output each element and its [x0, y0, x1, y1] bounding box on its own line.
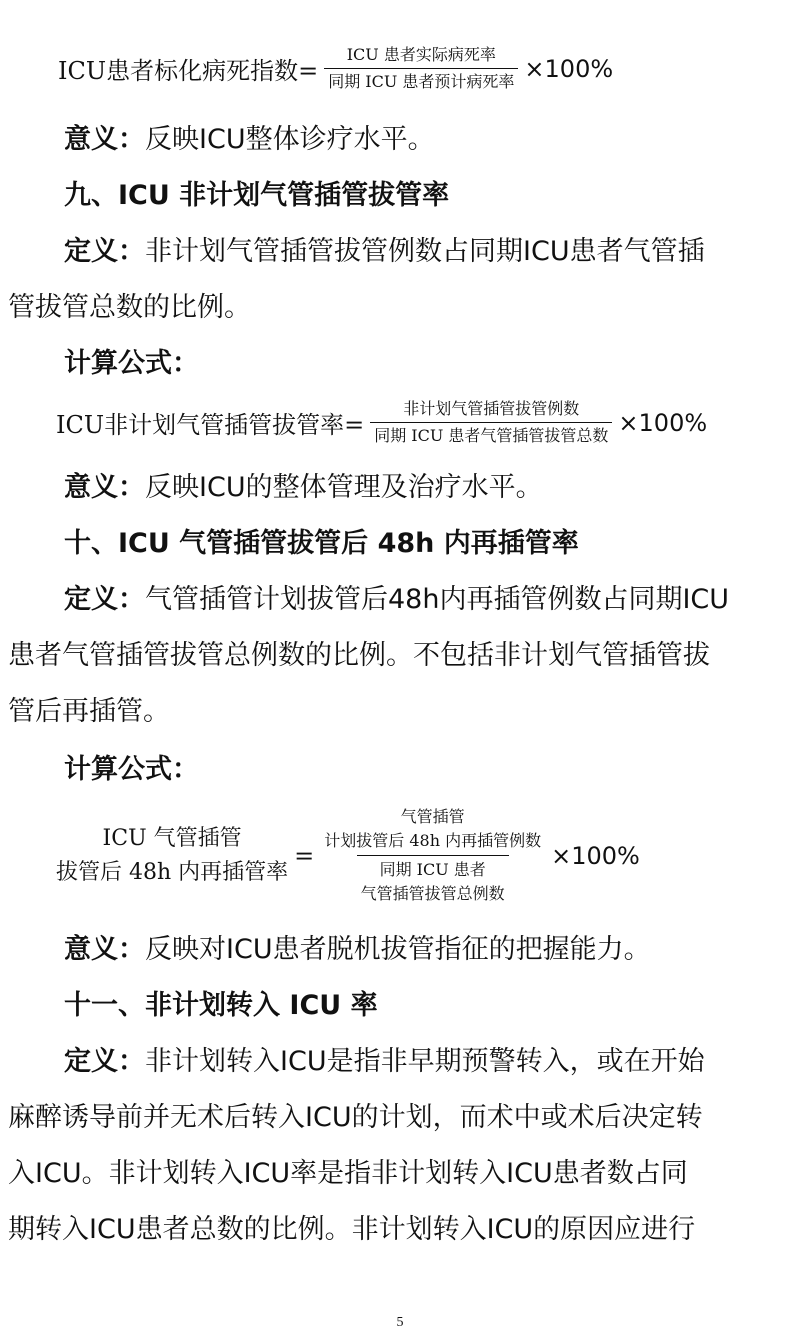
formula-numerator: ICU 患者实际病死率 — [346, 45, 496, 64]
formula-standardized-mortality-index — [58, 44, 613, 93]
definition-text: 气管插管计划拔管后48h内再插管例数占同期ICU — [145, 584, 730, 615]
formula-denominator: 同期 ICU 患者预计病死率 — [324, 68, 518, 93]
section10-definition-line1 — [64, 582, 729, 618]
formula-multiplier: ×100% — [551, 841, 640, 870]
formula-fraction — [324, 44, 518, 93]
meaning-label: 意义： — [64, 934, 145, 965]
definition-label: 定义： — [64, 236, 145, 267]
meaning-text: 反映对ICU患者脱机拔管指征的把握能力。 — [145, 934, 651, 965]
definition-text: 非计划转入ICU是指非早期预警转入，或在开始 — [145, 1046, 705, 1077]
section11-definition-line2: 麻醉诱导前并无术后转入ICU的计划，而术中或术后决定转 — [8, 1102, 703, 1133]
section10-calc-label: 计算公式： — [64, 754, 199, 785]
section9-meaning — [64, 470, 543, 506]
section10-meaning — [64, 932, 651, 968]
formula-lhs: ICU非计划气管插管拔管率= — [56, 411, 365, 439]
section9-calc-label: 计算公式： — [64, 348, 199, 379]
definition-label: 定义： — [64, 1046, 145, 1077]
section10-definition-line2: 患者气管插管拔管总例数的比例。不包括非计划气管插管拔 — [8, 640, 710, 671]
section9-definition-line1 — [64, 234, 705, 270]
meaning-label: 意义： — [64, 124, 145, 155]
formula-multiplier: ×100% — [618, 408, 708, 437]
section10-definition-line3: 管后再插管。 — [8, 696, 170, 727]
formula-denominator: 同期 ICU 患者气管插管拔管总数 — [370, 422, 612, 447]
formula-reintubation-rate — [56, 805, 640, 906]
formula-denominator-line2: 气管插管拔管总例数 — [360, 884, 505, 903]
meaning-text: 反映ICU整体诊疗水平。 — [145, 124, 435, 155]
page-number: 5 — [396, 1315, 404, 1330]
formula-multiplier: ×100% — [524, 54, 614, 83]
section9-definition-line2: 管拔管总数的比例。 — [8, 292, 251, 323]
formula-lhs-line1: ICU 气管插管 — [102, 825, 242, 851]
formula-lhs: ICU患者标化病死指数= — [58, 57, 319, 85]
formula-denominator-line1: 同期 ICU 患者 — [379, 860, 486, 879]
formula-numerator — [320, 805, 545, 855]
formula-lhs-line2: 拔管后 48h 内再插管率 — [56, 859, 289, 885]
section11-definition-line1 — [64, 1044, 705, 1080]
formula-denominator — [357, 855, 509, 906]
formula-numerator: 非计划气管插管拔管例数 — [403, 399, 580, 418]
definition-text: 非计划气管插管拔管例数占同期ICU患者气管插 — [145, 236, 705, 267]
section10-heading: 十、ICU 气管插管拔管后 48h 内再插管率 — [64, 528, 579, 559]
formula-numerator-line2: 计划拔管后 48h 内再插管例数 — [324, 831, 542, 850]
meaning-label: 意义： — [64, 472, 145, 503]
formula-fraction — [320, 805, 545, 906]
definition-label: 定义： — [64, 584, 145, 615]
section11-definition-line4: 期转入ICU患者总数的比例。非计划转入ICU的原因应进行 — [8, 1214, 696, 1245]
section11-heading: 十一、非计划转入 ICU 率 — [64, 990, 378, 1021]
formula-unplanned-extubation-rate — [56, 398, 707, 447]
formula-fraction — [370, 398, 612, 447]
section11-definition-line3: 入ICU。非计划转入ICU率是指非计划转入ICU患者数占同 — [8, 1158, 688, 1189]
section9-heading: 九、ICU 非计划气管插管拔管率 — [64, 180, 450, 211]
meaning-text: 反映ICU的整体管理及治疗水平。 — [145, 472, 543, 503]
formula-lhs — [56, 822, 288, 890]
section8-meaning — [64, 122, 435, 158]
formula-equals: = — [294, 841, 315, 870]
formula-numerator-line1: 气管插管 — [400, 807, 465, 826]
